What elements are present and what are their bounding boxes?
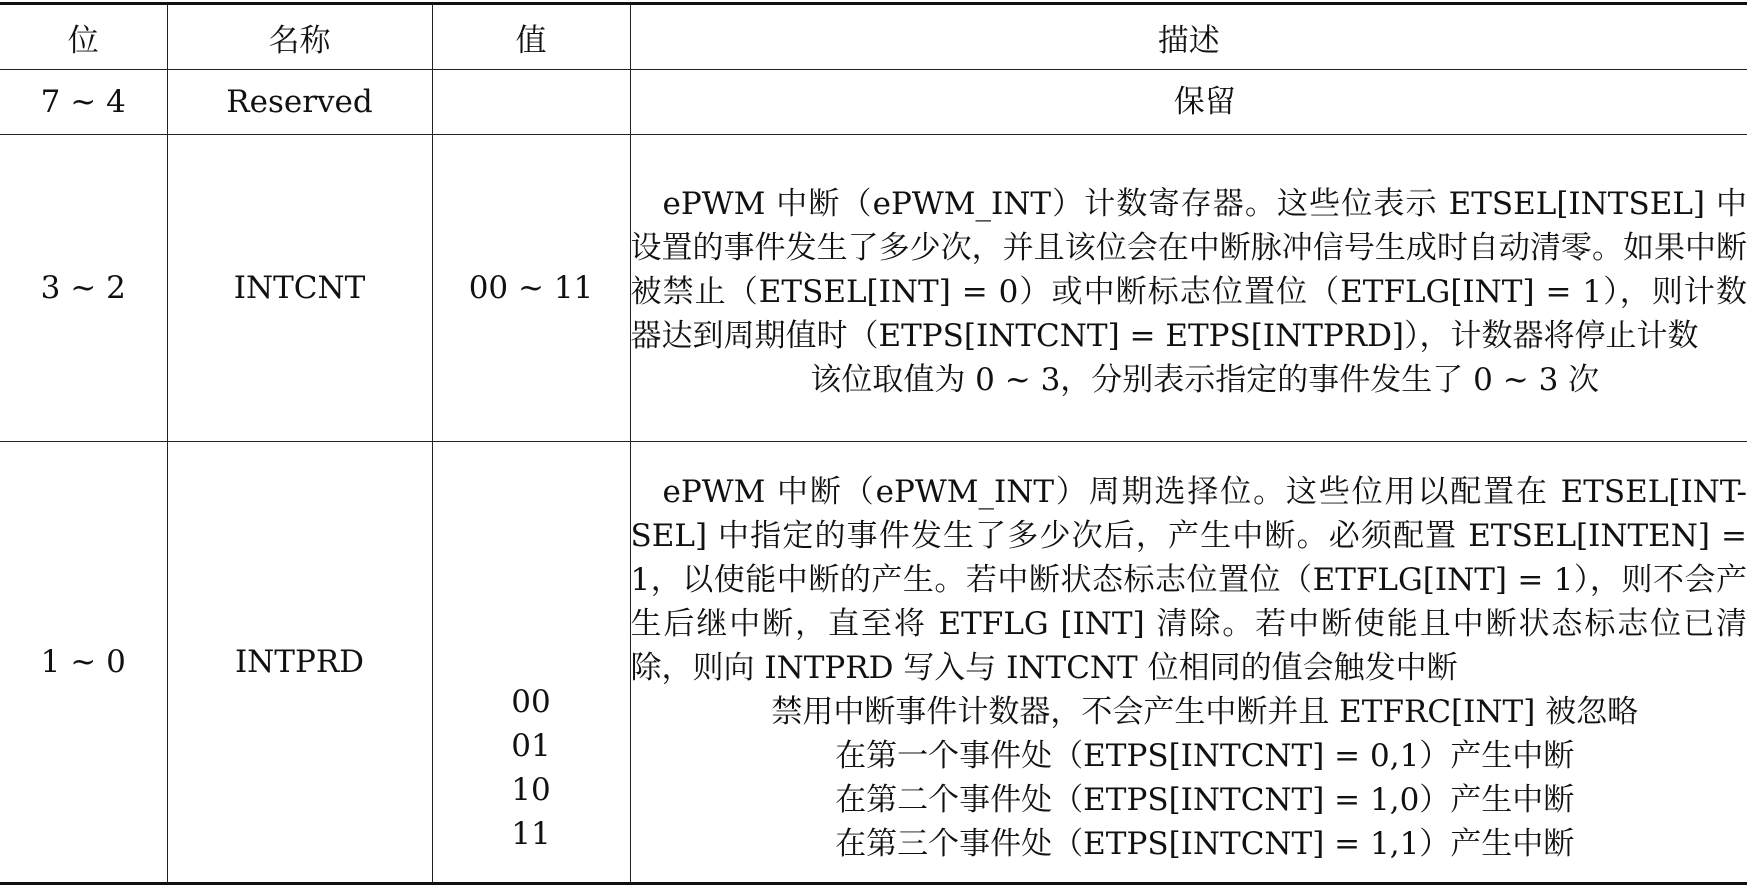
register-table [0,2,1747,885]
option-value: 10 [511,768,550,812]
option-text: 在第一个事件处（ETPS[INTCNT] = 0,1）产生中断 [631,734,1747,778]
cell-value [432,442,630,884]
table-row [0,442,1747,884]
cell-bit: 3 ~ 2 [0,135,167,442]
header-description: 描述 [630,4,1747,70]
header-value: 值 [432,4,630,70]
cell-value [432,70,630,135]
table-row [0,70,1747,135]
cell-name: INTCNT [167,135,432,442]
description-paragraph: 该位取值为 0 ~ 3，分别表示指定的事件发生了 0 ~ 3 次 [631,358,1747,402]
option-value: 11 [511,812,550,856]
cell-description [630,442,1747,884]
table-header-row [0,4,1747,70]
option-value: 00 [511,680,550,724]
option-text: 禁用中断事件计数器，不会产生中断并且 ETFRC[INT] 被忽略 [631,690,1747,734]
cell-description [630,70,1747,135]
description-paragraph: ePWM 中断（ePWM_INT）计数寄存器。这些位表示 ETSEL[INTSEL] 中设置的事件发生了多少次，并且该位会在中断脉冲信号生成时自动清零。如果中断被禁止（ETSEL[INT] = 0）或中断标志位置位（ETFLG[INT] = 1），则计数器达到周期值时（ETPS[INTCNT] = ETPS[INTPRD]），计数器将停止计数 [631,182,1747,358]
cell-name: INTPRD [167,442,432,884]
description-paragraph: ePWM 中断（ePWM_INT）周期选择位。这些位用以配置在 ETSEL[INT-SEL] 中指定的事件发生了多少次后，产生中断。必须配置 ETSEL[INTEN] = 1，以使能中断的产生。若中断状态标志位置位（ETFLG[INT] = 1），则不会产生后继中断，直至将 ETFLG [INT] 清除。若中断使能且中断状态标志位已清除，则向 INTPRD 写入与 INTCNT 位相同的值会触发中断 [631,470,1747,690]
cell-bit: 1 ~ 0 [0,442,167,884]
cell-bit: 7 ~ 4 [0,70,167,135]
option-text: 在第三个事件处（ETPS[INTCNT] = 1,1）产生中断 [631,822,1747,866]
option-text: 在第二个事件处（ETPS[INTCNT] = 1,0）产生中断 [631,778,1747,822]
header-name: 名称 [167,4,432,70]
cell-description [630,135,1747,442]
cell-value: 00 ~ 11 [432,135,630,442]
table-row [0,135,1747,442]
option-value: 01 [511,724,550,768]
header-bit: 位 [0,4,167,70]
value-list [433,442,630,856]
description-paragraph: 保留 [631,80,1747,124]
cell-name: Reserved [167,70,432,135]
